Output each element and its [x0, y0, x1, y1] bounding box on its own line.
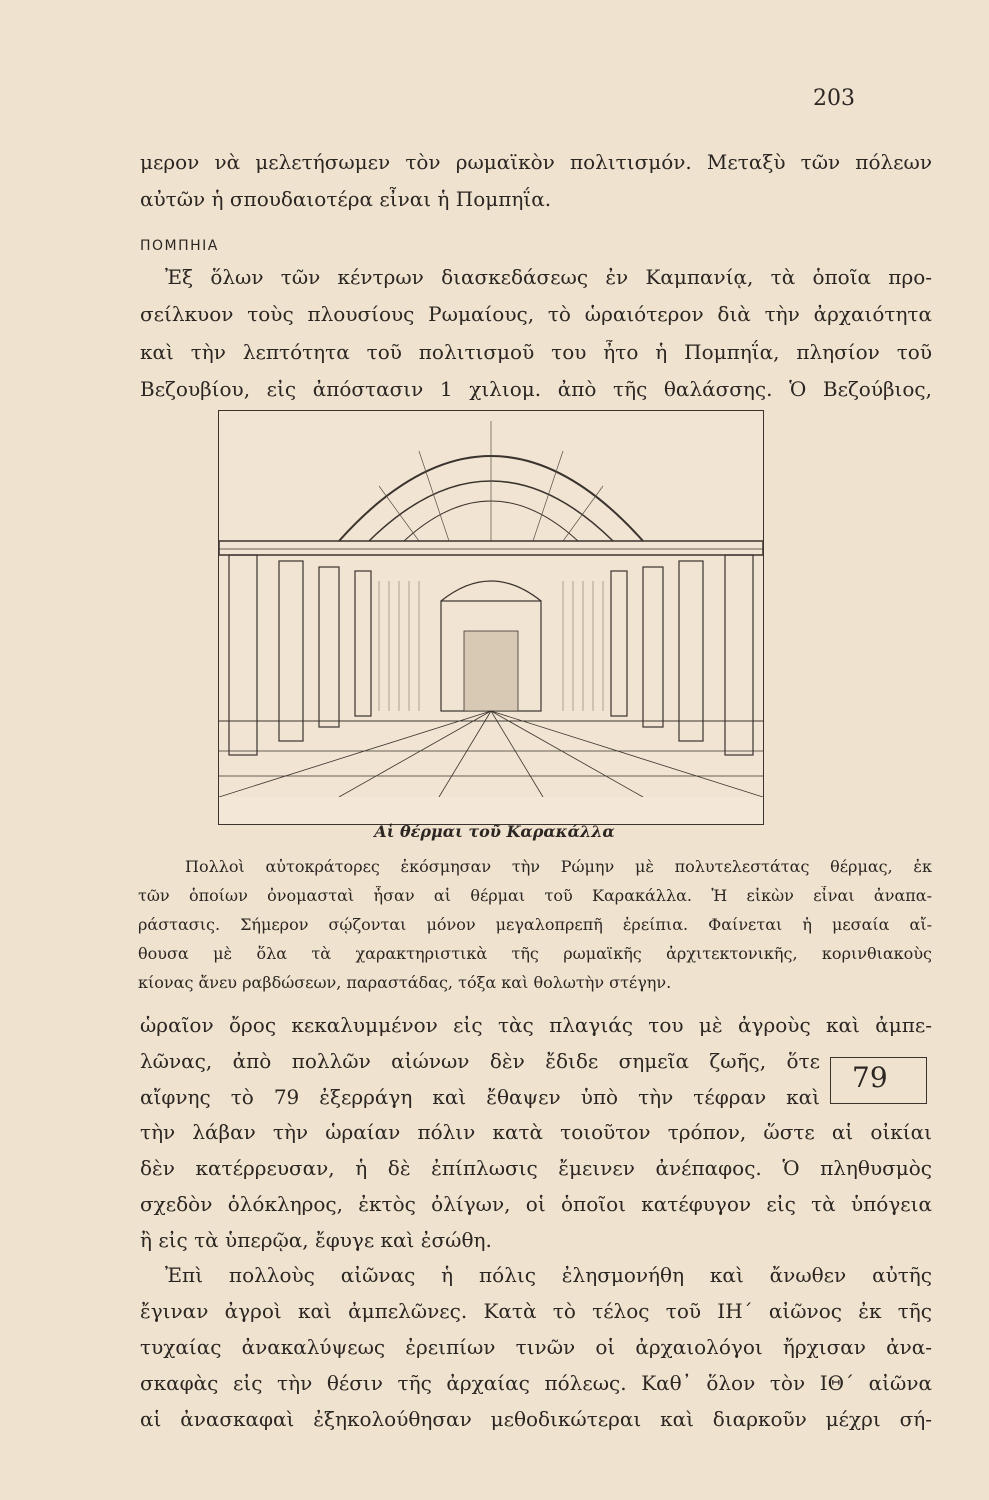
- section-line: Βεζουβίου, εἰς ἀπόστασιν 1 χιλιομ. ἀπὸ τῆς θαλάσσης. Ὁ Βεζούβιος,: [140, 377, 932, 401]
- margin-date: 79: [852, 1061, 888, 1094]
- body-line: ἢ εἰς τὰ ὑπερῷα, ἔφυγε καὶ ἐσώθη.: [140, 1228, 492, 1252]
- intro-line: αὐτῶν ἡ σπουδαιοτέρα εἶναι ἡ Πομπηΐα.: [140, 187, 552, 211]
- section-line: σείλκυον τοὺς πλουσίους Ρωμαίους, τὸ ὡραιότερον διὰ τὴν ἀρχαιότητα: [140, 302, 932, 326]
- body-line: Ἐπὶ πολλοὺς αἰῶνας ἡ πόλις ἐλησμονήθη καὶ ἄνωθεν αὐτῆς: [165, 1263, 932, 1287]
- page-number: 203: [813, 86, 855, 111]
- body-line: λῶνας, ἀπὸ πολλῶν αἰώνων δὲν ἔδιδε σημεῖα ζωῆς, ὅτε: [140, 1049, 820, 1073]
- section-line: καὶ τὴν λεπτότητα τοῦ πολιτισμοῦ του ἦτο ἡ Πομπηΐα, πλησίον τοῦ: [140, 340, 932, 364]
- body-line: ἔγιναν ἀγροὶ καὶ ἀμπελῶνες. Κατὰ τὸ τέλος τοῦ ΙΗ΄ αἰῶνος ἐκ τῆς: [140, 1299, 932, 1323]
- body-line: τὴν λάβαν τὴν ὡραίαν πόλιν κατὰ τοιοῦτον τρόπον, ὥστε αἱ οἰκίαι: [140, 1120, 932, 1144]
- figure-caption-title: Αἱ θέρμαι τοῦ Καρακάλλα: [374, 822, 615, 841]
- body-line: δὲν κατέρρευσαν, ἡ δὲ ἐπίπλωσις ἔμεινεν ἀνέπαφος. Ὁ πληθυσμὸς: [140, 1156, 932, 1180]
- body-line: αἴφνης τὸ 79 ἐξερράγη καὶ ἔθαψεν ὑπὸ τὴν τέφραν καὶ: [140, 1085, 820, 1109]
- body-line: σκαφὰς εἰς τὴν θέσιν τῆς ἀρχαίας πόλεως. Καθ᾽ ὅλον τὸν ΙΘ΄ αἰῶνα: [140, 1371, 932, 1395]
- engraving-baths-of-caracalla: [218, 410, 764, 825]
- caption-line: τῶν ὁποίων ὀνομασταὶ ἦσαν αἱ θέρμαι τοῦ Καρακάλλα. Ἡ εἰκὼν εἶναι ἀναπα-: [138, 886, 932, 905]
- section-heading: ΠΟΜΠΗΙΑ: [140, 238, 219, 254]
- body-line: τυχαίας ἀνακαλύψεως ἐρειπίων τινῶν οἱ ἀρχαιολόγοι ἤρχισαν ἀνα-: [140, 1335, 932, 1359]
- margin-date-box: [822, 1045, 930, 1105]
- caption-line: ράστασις. Σήμερον σῴζονται μόνον μεγαλοπρεπῆ ἐρείπια. Φαίνεται ἡ μεσαία αἴ-: [138, 915, 932, 934]
- caption-line: κίονας ἄνευ ραβδώσεων, παραστάδας, τόξα καὶ θολωτὴν στέγην.: [138, 973, 672, 992]
- caption-line: θουσα μὲ ὅλα τὰ χαρακτηριστικὰ τῆς ρωμαϊκῆς ἀρχιτεκτονικῆς, κορινθιακοὺς: [138, 944, 932, 963]
- intro-line: μερον νὰ μελετήσωμεν τὸν ρωμαϊκὸν πολιτισμόν. Μεταξὺ τῶν πόλεων: [140, 150, 932, 174]
- section-line: Ἐξ ὅλων τῶν κέντρων διασκεδάσεως ἐν Καμπανίᾳ, τὰ ὁποῖα προ-: [165, 265, 932, 289]
- body-line: αἱ ἀνασκαφαὶ ἐξηκολούθησαν μεθοδικώτεραι καὶ διαρκοῦν μέχρι σή-: [140, 1407, 932, 1431]
- body-line: ὡραῖον ὄρος κεκαλυμμένον εἰς τὰς πλαγιάς του μὲ ἀγροὺς καὶ ἀμπε-: [140, 1013, 932, 1037]
- body-line: σχεδὸν ὁλόκληρος, ἐκτὸς ὀλίγων, οἱ ὁποῖοι κατέφυγον εἰς τὰ ὑπόγεια: [140, 1192, 932, 1216]
- caption-line: Πολλοὶ αὐτοκράτορες ἐκόσμησαν τὴν Ρώμην μὲ πολυτελεστάτας θέρμας, ἐκ: [185, 857, 932, 876]
